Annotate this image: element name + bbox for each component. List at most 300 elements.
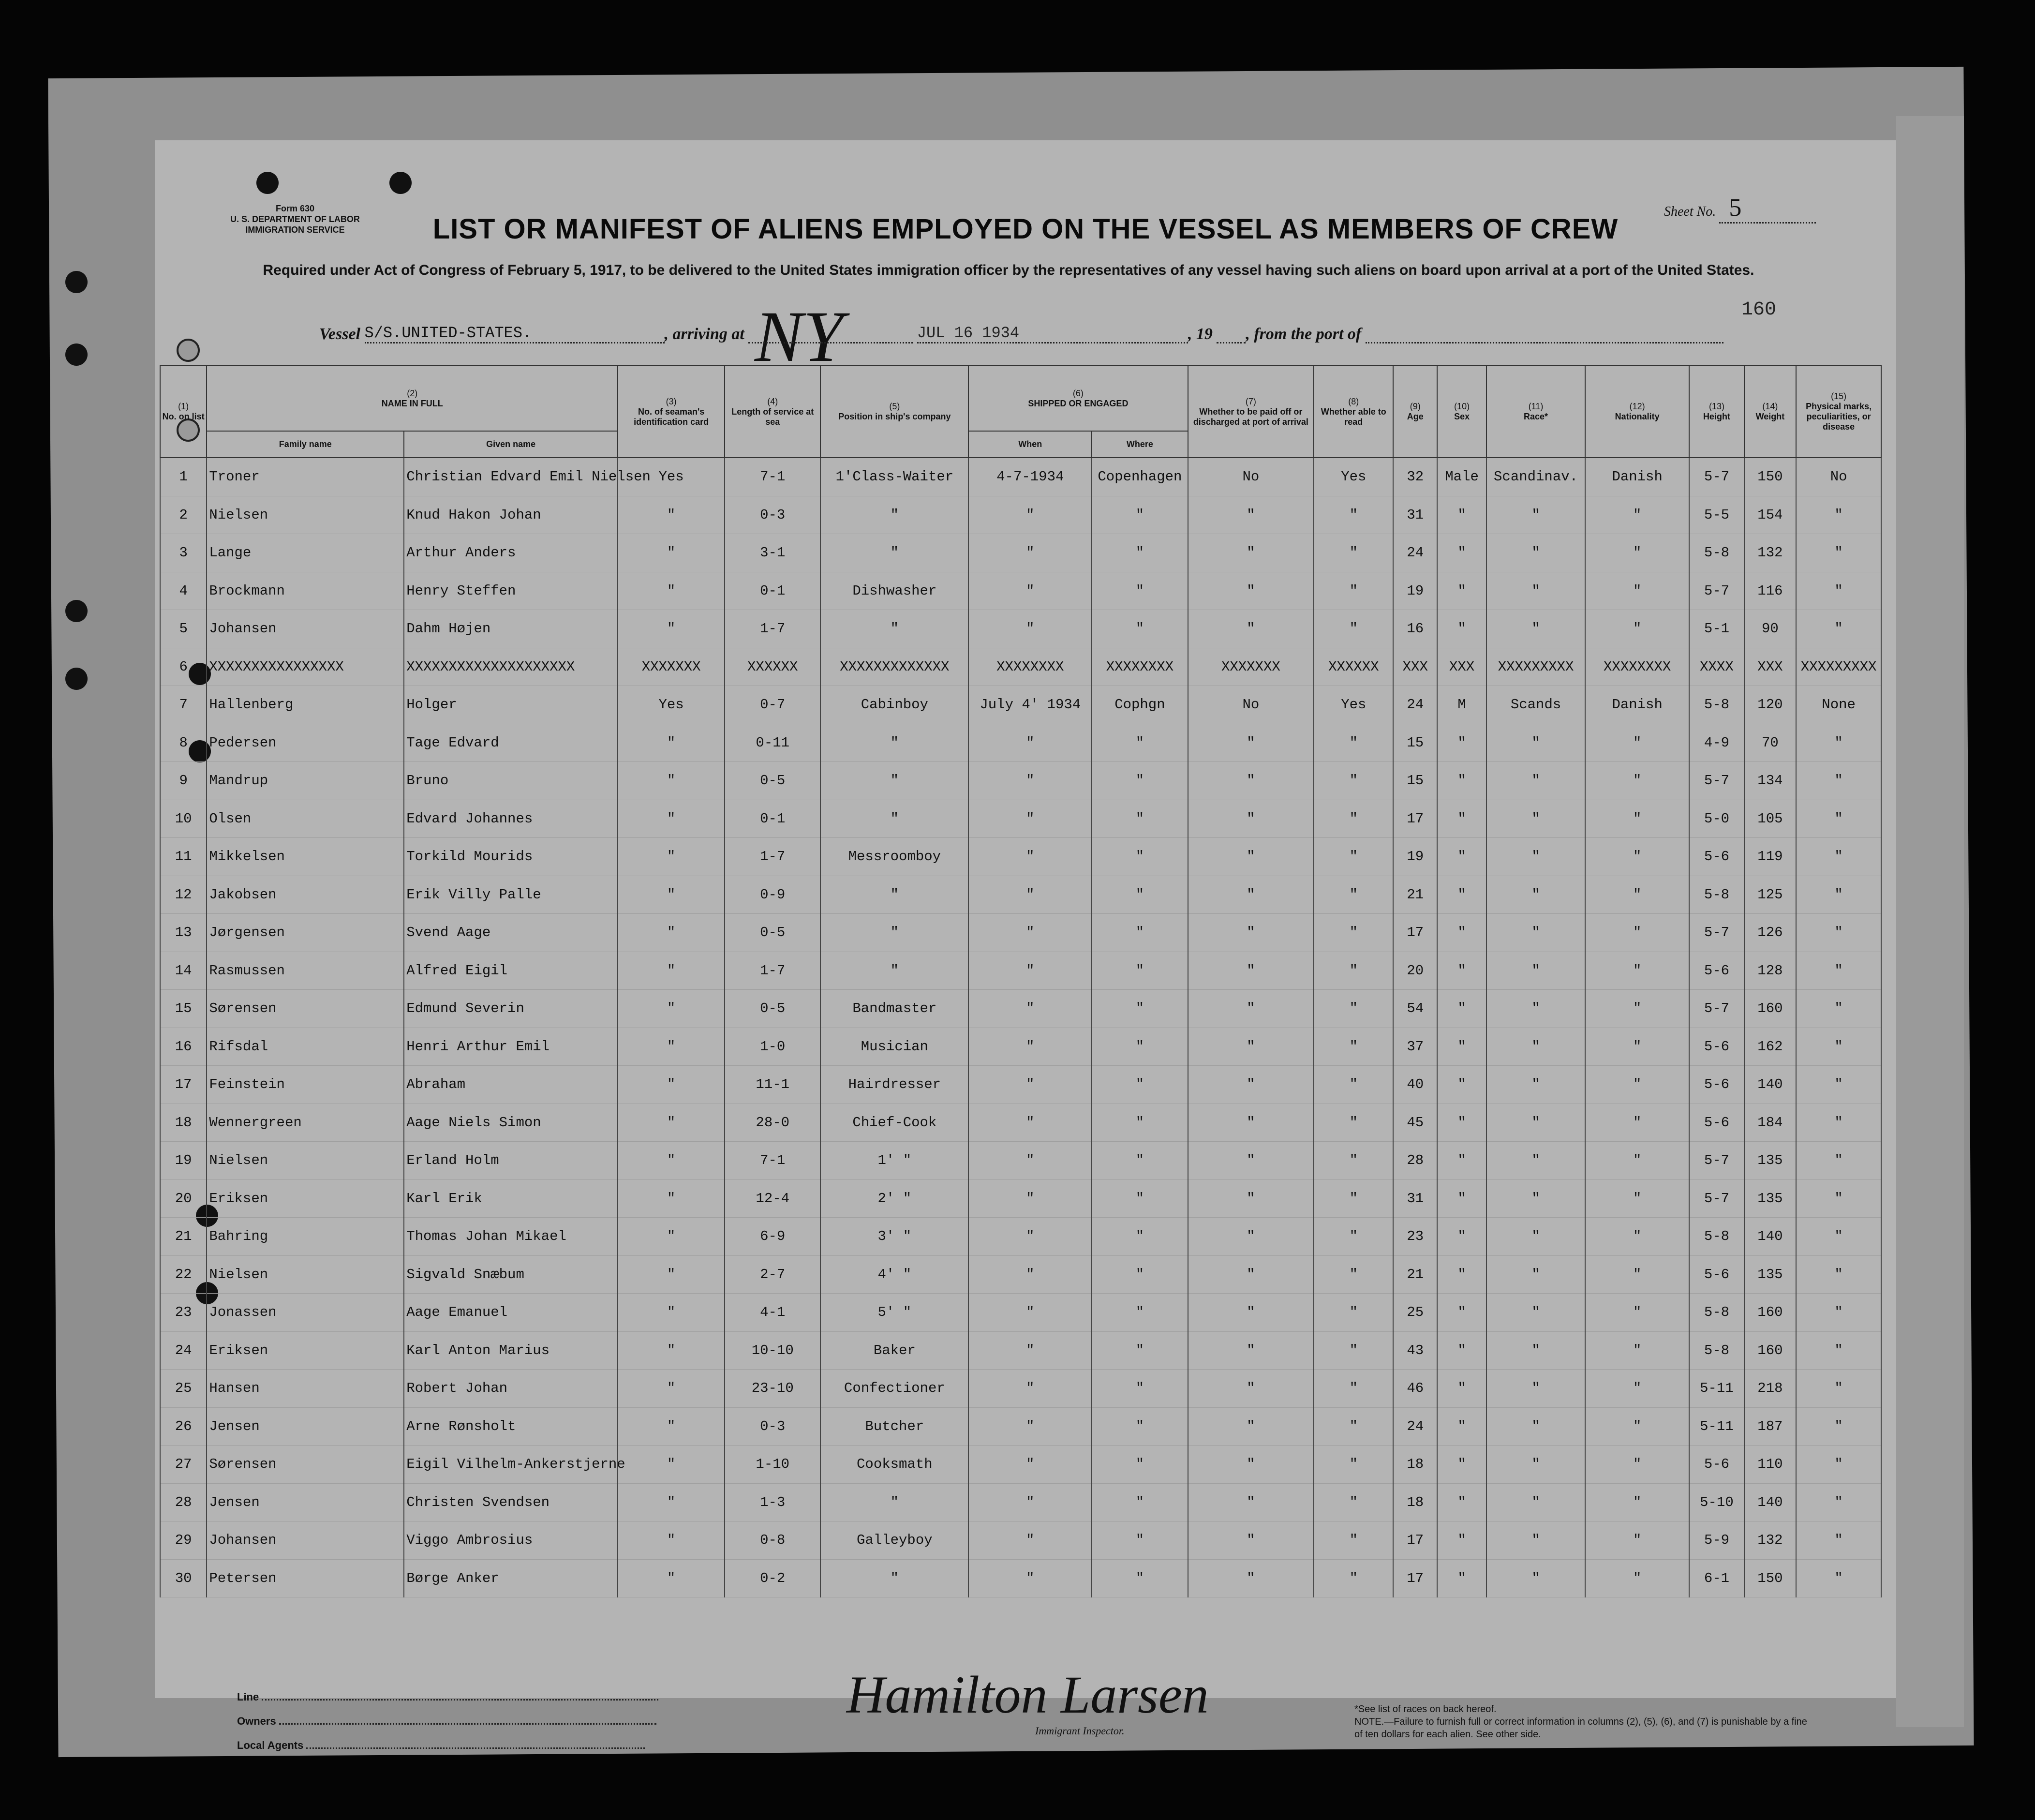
cell-when: XXXXXXXX bbox=[968, 648, 1092, 686]
cell-race: " bbox=[1486, 990, 1585, 1028]
cell-paid: " bbox=[1188, 1559, 1314, 1597]
cell-marks: " bbox=[1796, 1218, 1881, 1256]
cell-height: 5-8 bbox=[1689, 1294, 1744, 1332]
cell-service: 0-3 bbox=[725, 1407, 820, 1446]
cell-age: 17 bbox=[1393, 1559, 1437, 1597]
cell-sex: " bbox=[1437, 1142, 1486, 1180]
cell-service: 0-1 bbox=[725, 800, 820, 838]
table-row bbox=[160, 1483, 1881, 1522]
department-name: U. S. DEPARTMENT OF LABOR bbox=[230, 214, 360, 224]
cell-card: " bbox=[618, 838, 725, 876]
table-row bbox=[160, 458, 1881, 496]
cell-height: 5-11 bbox=[1689, 1370, 1744, 1408]
cell-when: " bbox=[968, 534, 1092, 572]
cell-card: " bbox=[618, 1446, 725, 1484]
cell-no: 27 bbox=[160, 1446, 207, 1484]
cell-height: 5-6 bbox=[1689, 838, 1744, 876]
col-header-given-name: Given name bbox=[404, 431, 618, 458]
cell-position: 1' " bbox=[820, 1142, 968, 1180]
col-header-list-no: (1) No. on list bbox=[160, 366, 207, 458]
cell-marks: No bbox=[1796, 458, 1881, 496]
cell-when: " bbox=[968, 1142, 1092, 1180]
cell-marks: " bbox=[1796, 1446, 1881, 1484]
cell-read: " bbox=[1314, 1522, 1393, 1560]
cell-family: Hallenberg bbox=[207, 686, 404, 724]
cell-service: 7-1 bbox=[725, 1142, 820, 1180]
cell-race: " bbox=[1486, 534, 1585, 572]
cell-position: Cabinboy bbox=[820, 686, 968, 724]
cell-no: 17 bbox=[160, 1066, 207, 1104]
cell-sex: " bbox=[1437, 876, 1486, 914]
col-header-position: (5) Position in ship's company bbox=[820, 366, 968, 458]
cell-given: Holger bbox=[404, 686, 618, 724]
cell-family: Feinstein bbox=[207, 1066, 404, 1104]
col-header-family-name: Family name bbox=[207, 431, 404, 458]
cell-sex: " bbox=[1437, 1331, 1486, 1370]
cell-family: Rasmussen bbox=[207, 952, 404, 990]
col-header-age: (9) Age bbox=[1393, 366, 1437, 458]
cell-race: " bbox=[1486, 1218, 1585, 1256]
cell-age: XXX bbox=[1393, 648, 1437, 686]
table-row bbox=[160, 990, 1881, 1028]
cell-nat: " bbox=[1585, 572, 1689, 610]
cell-position: " bbox=[820, 800, 968, 838]
page-title: LIST OR MANIFEST OF ALIENS EMPLOYED ON THE VESSEL AS MEMBERS OF CREW bbox=[432, 213, 1619, 245]
cell-race: " bbox=[1486, 1559, 1585, 1597]
table-row bbox=[160, 1104, 1881, 1142]
cell-service: 0-7 bbox=[725, 686, 820, 724]
cell-read: " bbox=[1314, 1446, 1393, 1484]
cell-card: " bbox=[618, 1179, 725, 1218]
cell-where: " bbox=[1092, 1559, 1188, 1597]
cell-read: " bbox=[1314, 914, 1393, 952]
cell-where: " bbox=[1092, 1028, 1188, 1066]
cell-height: 5-7 bbox=[1689, 914, 1744, 952]
cell-read: " bbox=[1314, 724, 1393, 762]
cell-card: " bbox=[618, 1483, 725, 1522]
cell-paid: No bbox=[1188, 686, 1314, 724]
cell-no: 16 bbox=[160, 1028, 207, 1066]
cell-read: Yes bbox=[1314, 458, 1393, 496]
cell-sex: " bbox=[1437, 762, 1486, 800]
cell-family: Wennergreen bbox=[207, 1104, 404, 1142]
cell-race: " bbox=[1486, 914, 1585, 952]
cell-read: " bbox=[1314, 572, 1393, 610]
cell-read: " bbox=[1314, 496, 1393, 534]
cell-no: 28 bbox=[160, 1483, 207, 1522]
cell-sex: " bbox=[1437, 1559, 1486, 1597]
cell-card: " bbox=[618, 990, 725, 1028]
cell-family: Nielsen bbox=[207, 496, 404, 534]
cell-read: " bbox=[1314, 1255, 1393, 1294]
cell-position: " bbox=[820, 496, 968, 534]
crew-manifest-table bbox=[160, 365, 1882, 1597]
cell-sex: " bbox=[1437, 914, 1486, 952]
cell-race: " bbox=[1486, 1066, 1585, 1104]
cell-position: " bbox=[820, 1559, 968, 1597]
vessel-name: S/S.UNITED-STATES. bbox=[365, 324, 665, 343]
cell-given: Erik Villy Palle bbox=[404, 876, 618, 914]
col-header-paid-off: (7) Whether to be paid off or discharged at port of arrival bbox=[1188, 366, 1314, 458]
cell-service: 1-3 bbox=[725, 1483, 820, 1522]
cell-nat: " bbox=[1585, 1066, 1689, 1104]
cell-weight: 128 bbox=[1744, 952, 1797, 990]
cell-weight: 119 bbox=[1744, 838, 1797, 876]
cell-given: Dahm Højen bbox=[404, 610, 618, 648]
cell-marks: " bbox=[1796, 838, 1881, 876]
cell-where: " bbox=[1092, 1331, 1188, 1370]
cell-weight: 150 bbox=[1744, 458, 1797, 496]
cell-card: " bbox=[618, 724, 725, 762]
cell-given: Erland Holm bbox=[404, 1142, 618, 1180]
cell-marks: " bbox=[1796, 1522, 1881, 1560]
col-header-weight: (14) Weight bbox=[1744, 366, 1797, 458]
cell-nat: " bbox=[1585, 1028, 1689, 1066]
cell-paid: " bbox=[1188, 762, 1314, 800]
cell-when: " bbox=[968, 952, 1092, 990]
cell-read: " bbox=[1314, 1483, 1393, 1522]
col-header-shipped: (6) SHIPPED OR ENGAGED bbox=[968, 366, 1188, 431]
cell-nat: XXXXXXXX bbox=[1585, 648, 1689, 686]
cell-height: 5-7 bbox=[1689, 762, 1744, 800]
cell-where: XXXXXXXX bbox=[1092, 648, 1188, 686]
cell-family: Olsen bbox=[207, 800, 404, 838]
cell-card: " bbox=[618, 1218, 725, 1256]
cell-sex: Male bbox=[1437, 458, 1486, 496]
col-header-when: When bbox=[968, 431, 1092, 458]
cell-paid: " bbox=[1188, 1142, 1314, 1180]
cell-sex: " bbox=[1437, 724, 1486, 762]
cell-given: Henry Steffen bbox=[404, 572, 618, 610]
col-header-read: (8) Whether able to read bbox=[1314, 366, 1393, 458]
corner-number: 160 bbox=[1741, 299, 1777, 321]
cell-position: " bbox=[820, 952, 968, 990]
cell-race: " bbox=[1486, 1483, 1585, 1522]
cell-where: " bbox=[1092, 1407, 1188, 1446]
cell-race: " bbox=[1486, 1446, 1585, 1484]
table-row bbox=[160, 648, 1881, 686]
cell-when: " bbox=[968, 1370, 1092, 1408]
cell-card: " bbox=[618, 1370, 725, 1408]
cell-position: Musician bbox=[820, 1028, 968, 1066]
cell-height: 5-5 bbox=[1689, 496, 1744, 534]
cell-weight: 160 bbox=[1744, 990, 1797, 1028]
cell-given: Abraham bbox=[404, 1066, 618, 1104]
sheet-label: Sheet No. bbox=[1664, 204, 1716, 219]
cell-card: " bbox=[618, 1028, 725, 1066]
cell-height: 5-1 bbox=[1689, 610, 1744, 648]
cell-given: XXXXXXXXXXXXXXXXXXXX bbox=[404, 648, 618, 686]
cell-card: " bbox=[618, 1407, 725, 1446]
cell-nat: " bbox=[1585, 1559, 1689, 1597]
inspector-signature: Hamilton Larsen bbox=[847, 1665, 1209, 1724]
cell-service: 1-0 bbox=[725, 1028, 820, 1066]
cell-when: " bbox=[968, 838, 1092, 876]
cell-given: Viggo Ambrosius bbox=[404, 1522, 618, 1560]
form-number: Form 630 bbox=[275, 204, 315, 213]
cell-service: 10-10 bbox=[725, 1331, 820, 1370]
cell-given: Børge Anker bbox=[404, 1559, 618, 1597]
cell-age: 17 bbox=[1393, 800, 1437, 838]
race-note: *See list of races on back hereof. bbox=[1354, 1704, 1497, 1715]
cell-marks: " bbox=[1796, 496, 1881, 534]
cell-marks: " bbox=[1796, 800, 1881, 838]
cell-family: Johansen bbox=[207, 1522, 404, 1560]
cell-weight: 90 bbox=[1744, 610, 1797, 648]
cell-service: 1-7 bbox=[725, 610, 820, 648]
cell-where: Cophgn bbox=[1092, 686, 1188, 724]
cell-card: " bbox=[618, 1559, 725, 1597]
cell-read: " bbox=[1314, 1066, 1393, 1104]
cell-weight: 110 bbox=[1744, 1446, 1797, 1484]
cell-marks: " bbox=[1796, 1559, 1881, 1597]
cell-family: Mandrup bbox=[207, 762, 404, 800]
cell-position: 3' " bbox=[820, 1218, 968, 1256]
cell-when: " bbox=[968, 800, 1092, 838]
cell-paid: " bbox=[1188, 572, 1314, 610]
cell-weight: 140 bbox=[1744, 1066, 1797, 1104]
cell-family: Eriksen bbox=[207, 1331, 404, 1370]
cell-race: " bbox=[1486, 876, 1585, 914]
cell-paid: " bbox=[1188, 724, 1314, 762]
cell-sex: " bbox=[1437, 1179, 1486, 1218]
cell-height: 5-8 bbox=[1689, 1331, 1744, 1370]
cell-card: " bbox=[618, 952, 725, 990]
cell-given: Christian Edvard Emil Nielsen bbox=[404, 458, 618, 496]
cell-paid: " bbox=[1188, 610, 1314, 648]
cell-position: Baker bbox=[820, 1331, 968, 1370]
cell-card: Yes bbox=[618, 686, 725, 724]
cell-service: 4-1 bbox=[725, 1294, 820, 1332]
cell-nat: " bbox=[1585, 1483, 1689, 1522]
cell-height: 5-0 bbox=[1689, 800, 1744, 838]
col-header-where: Where bbox=[1092, 431, 1188, 458]
cell-family: XXXXXXXXXXXXXXXX bbox=[207, 648, 404, 686]
cell-weight: 105 bbox=[1744, 800, 1797, 838]
table-row bbox=[160, 1331, 1881, 1370]
arriving-blank bbox=[748, 342, 913, 343]
cell-when: " bbox=[968, 876, 1092, 914]
cell-card: " bbox=[618, 496, 725, 534]
cell-given: Aage Emanuel bbox=[404, 1294, 618, 1332]
cell-height: 5-6 bbox=[1689, 1255, 1744, 1294]
cell-when: " bbox=[968, 1179, 1092, 1218]
cell-position: Galleyboy bbox=[820, 1522, 968, 1560]
cell-card: " bbox=[618, 1294, 725, 1332]
table-row bbox=[160, 1255, 1881, 1294]
cell-paid: " bbox=[1188, 1218, 1314, 1256]
cell-race: Scands bbox=[1486, 686, 1585, 724]
cell-height: 5-6 bbox=[1689, 952, 1744, 990]
cell-where: " bbox=[1092, 496, 1188, 534]
from-port-blank bbox=[1366, 342, 1723, 343]
cell-service: 0-1 bbox=[725, 572, 820, 610]
cell-paid: " bbox=[1188, 1028, 1314, 1066]
cell-height: 4-9 bbox=[1689, 724, 1744, 762]
cell-marks: " bbox=[1796, 1066, 1881, 1104]
cell-position: " bbox=[820, 876, 968, 914]
cell-weight: 160 bbox=[1744, 1294, 1797, 1332]
cell-age: 32 bbox=[1393, 458, 1437, 496]
cell-read: " bbox=[1314, 1407, 1393, 1446]
footer-note bbox=[1354, 1703, 1814, 1741]
cell-no: 21 bbox=[160, 1218, 207, 1256]
cell-race: " bbox=[1486, 1179, 1585, 1218]
cell-sex: " bbox=[1437, 1370, 1486, 1408]
cell-when: " bbox=[968, 496, 1092, 534]
cell-given: Thomas Johan Mikael bbox=[404, 1218, 618, 1256]
cell-age: 40 bbox=[1393, 1066, 1437, 1104]
cell-weight: 120 bbox=[1744, 686, 1797, 724]
cell-age: 37 bbox=[1393, 1028, 1437, 1066]
cell-nat: " bbox=[1585, 952, 1689, 990]
cell-paid: " bbox=[1188, 838, 1314, 876]
cell-no: 4 bbox=[160, 572, 207, 610]
cell-read: " bbox=[1314, 952, 1393, 990]
cell-where: " bbox=[1092, 952, 1188, 990]
cell-marks: None bbox=[1796, 686, 1881, 724]
service-name: IMMIGRATION SERVICE bbox=[245, 225, 345, 235]
cell-race: " bbox=[1486, 724, 1585, 762]
cell-given: Henri Arthur Emil bbox=[404, 1028, 618, 1066]
cell-height: 5-7 bbox=[1689, 1179, 1744, 1218]
table-row bbox=[160, 686, 1881, 724]
cell-age: 31 bbox=[1393, 1179, 1437, 1218]
date-stamp: JUL 16 1934 bbox=[917, 324, 1188, 343]
cell-marks: " bbox=[1796, 1407, 1881, 1446]
from-port-label: from the port of bbox=[1254, 325, 1362, 343]
cell-sex: " bbox=[1437, 1104, 1486, 1142]
cell-marks: " bbox=[1796, 1483, 1881, 1522]
cell-read: " bbox=[1314, 1331, 1393, 1370]
cell-family: Sørensen bbox=[207, 990, 404, 1028]
table-row bbox=[160, 876, 1881, 914]
cell-nat: " bbox=[1585, 1179, 1689, 1218]
col-header-card: (3) No. of seaman's identification card bbox=[618, 366, 725, 458]
cell-family: Jensen bbox=[207, 1483, 404, 1522]
cell-position: 1'Class-Waiter bbox=[820, 458, 968, 496]
cell-given: Aage Niels Simon bbox=[404, 1104, 618, 1142]
cell-where: " bbox=[1092, 1483, 1188, 1522]
cell-nat: " bbox=[1585, 724, 1689, 762]
cell-paid: " bbox=[1188, 1294, 1314, 1332]
cell-race: " bbox=[1486, 1028, 1585, 1066]
cell-marks: " bbox=[1796, 724, 1881, 762]
cell-sex: " bbox=[1437, 1066, 1486, 1104]
cell-nat: Danish bbox=[1585, 458, 1689, 496]
cell-age: 17 bbox=[1393, 1522, 1437, 1560]
cell-given: Edvard Johannes bbox=[404, 800, 618, 838]
grommet-ring bbox=[177, 339, 200, 362]
cell-nat: " bbox=[1585, 496, 1689, 534]
cell-where: " bbox=[1092, 1179, 1188, 1218]
cell-weight: 135 bbox=[1744, 1179, 1797, 1218]
cell-nat: " bbox=[1585, 762, 1689, 800]
cell-family: Mikkelsen bbox=[207, 838, 404, 876]
cell-when: " bbox=[968, 1446, 1092, 1484]
cell-weight: 70 bbox=[1744, 724, 1797, 762]
cell-age: 19 bbox=[1393, 838, 1437, 876]
cell-marks: " bbox=[1796, 1331, 1881, 1370]
cell-paid: " bbox=[1188, 1331, 1314, 1370]
cell-family: Hansen bbox=[207, 1370, 404, 1408]
arrival-port-handwritten: NY bbox=[755, 297, 844, 377]
cell-read: " bbox=[1314, 1104, 1393, 1142]
cell-family: Pedersen bbox=[207, 724, 404, 762]
cell-weight: 125 bbox=[1744, 876, 1797, 914]
cell-weight: 132 bbox=[1744, 1522, 1797, 1560]
cell-age: 24 bbox=[1393, 686, 1437, 724]
cell-nat: " bbox=[1585, 1294, 1689, 1332]
col-header-marks: (15) Physical marks, peculiarities, or disease bbox=[1796, 366, 1881, 458]
cell-family: Brockmann bbox=[207, 572, 404, 610]
cell-given: Karl Anton Marius bbox=[404, 1331, 618, 1370]
cell-given: Arthur Anders bbox=[404, 534, 618, 572]
cell-marks: " bbox=[1796, 534, 1881, 572]
cell-where: " bbox=[1092, 1142, 1188, 1180]
cell-sex: " bbox=[1437, 1483, 1486, 1522]
cell-family: Bahring bbox=[207, 1218, 404, 1256]
cell-age: 19 bbox=[1393, 572, 1437, 610]
page-subtitle: Required under Act of Congress of February 5, 1917, to be delivered to the United States immigration officer by the representatives of any vessel having such aliens on board upon arrival at a port of the United States. bbox=[263, 262, 1754, 278]
cell-service: XXXXXX bbox=[725, 648, 820, 686]
cell-card: " bbox=[618, 762, 725, 800]
cell-sex: XXX bbox=[1437, 648, 1486, 686]
cell-card: XXXXXXX bbox=[618, 648, 725, 686]
cell-card: Yes bbox=[618, 458, 725, 496]
cell-position: " bbox=[820, 762, 968, 800]
cell-sex: " bbox=[1437, 1294, 1486, 1332]
table-row bbox=[160, 572, 1881, 610]
cell-card: " bbox=[618, 1331, 725, 1370]
col-header-sex: (10) Sex bbox=[1437, 366, 1486, 458]
cell-nat: Danish bbox=[1585, 686, 1689, 724]
cell-height: 5-8 bbox=[1689, 534, 1744, 572]
cell-read: " bbox=[1314, 800, 1393, 838]
cell-card: " bbox=[618, 800, 725, 838]
cell-nat: " bbox=[1585, 1407, 1689, 1446]
cell-read: " bbox=[1314, 610, 1393, 648]
col-header-nationality: (12) Nationality bbox=[1585, 366, 1689, 458]
cell-no: 22 bbox=[160, 1255, 207, 1294]
cell-age: 31 bbox=[1393, 496, 1437, 534]
cell-height: 5-7 bbox=[1689, 572, 1744, 610]
cell-where: " bbox=[1092, 838, 1188, 876]
cell-height: 5-7 bbox=[1689, 990, 1744, 1028]
cell-no: 24 bbox=[160, 1331, 207, 1370]
cell-when: " bbox=[968, 1522, 1092, 1560]
cell-card: " bbox=[618, 534, 725, 572]
cell-age: 45 bbox=[1393, 1104, 1437, 1142]
cell-card: " bbox=[618, 610, 725, 648]
cell-sex: " bbox=[1437, 496, 1486, 534]
cell-marks: " bbox=[1796, 952, 1881, 990]
cell-position: " bbox=[820, 534, 968, 572]
cell-height: 5-10 bbox=[1689, 1483, 1744, 1522]
punch-hole bbox=[65, 343, 88, 366]
cell-sex: " bbox=[1437, 1522, 1486, 1560]
table-row bbox=[160, 1522, 1881, 1560]
cell-race: Scandinav. bbox=[1486, 458, 1585, 496]
cell-position: Hairdresser bbox=[820, 1066, 968, 1104]
cell-read: " bbox=[1314, 1028, 1393, 1066]
cell-no: 11 bbox=[160, 838, 207, 876]
cell-height: 5-8 bbox=[1689, 686, 1744, 724]
cell-sex: " bbox=[1437, 1446, 1486, 1484]
cell-where: " bbox=[1092, 876, 1188, 914]
cell-weight: 154 bbox=[1744, 496, 1797, 534]
cell-family: Rifsdal bbox=[207, 1028, 404, 1066]
